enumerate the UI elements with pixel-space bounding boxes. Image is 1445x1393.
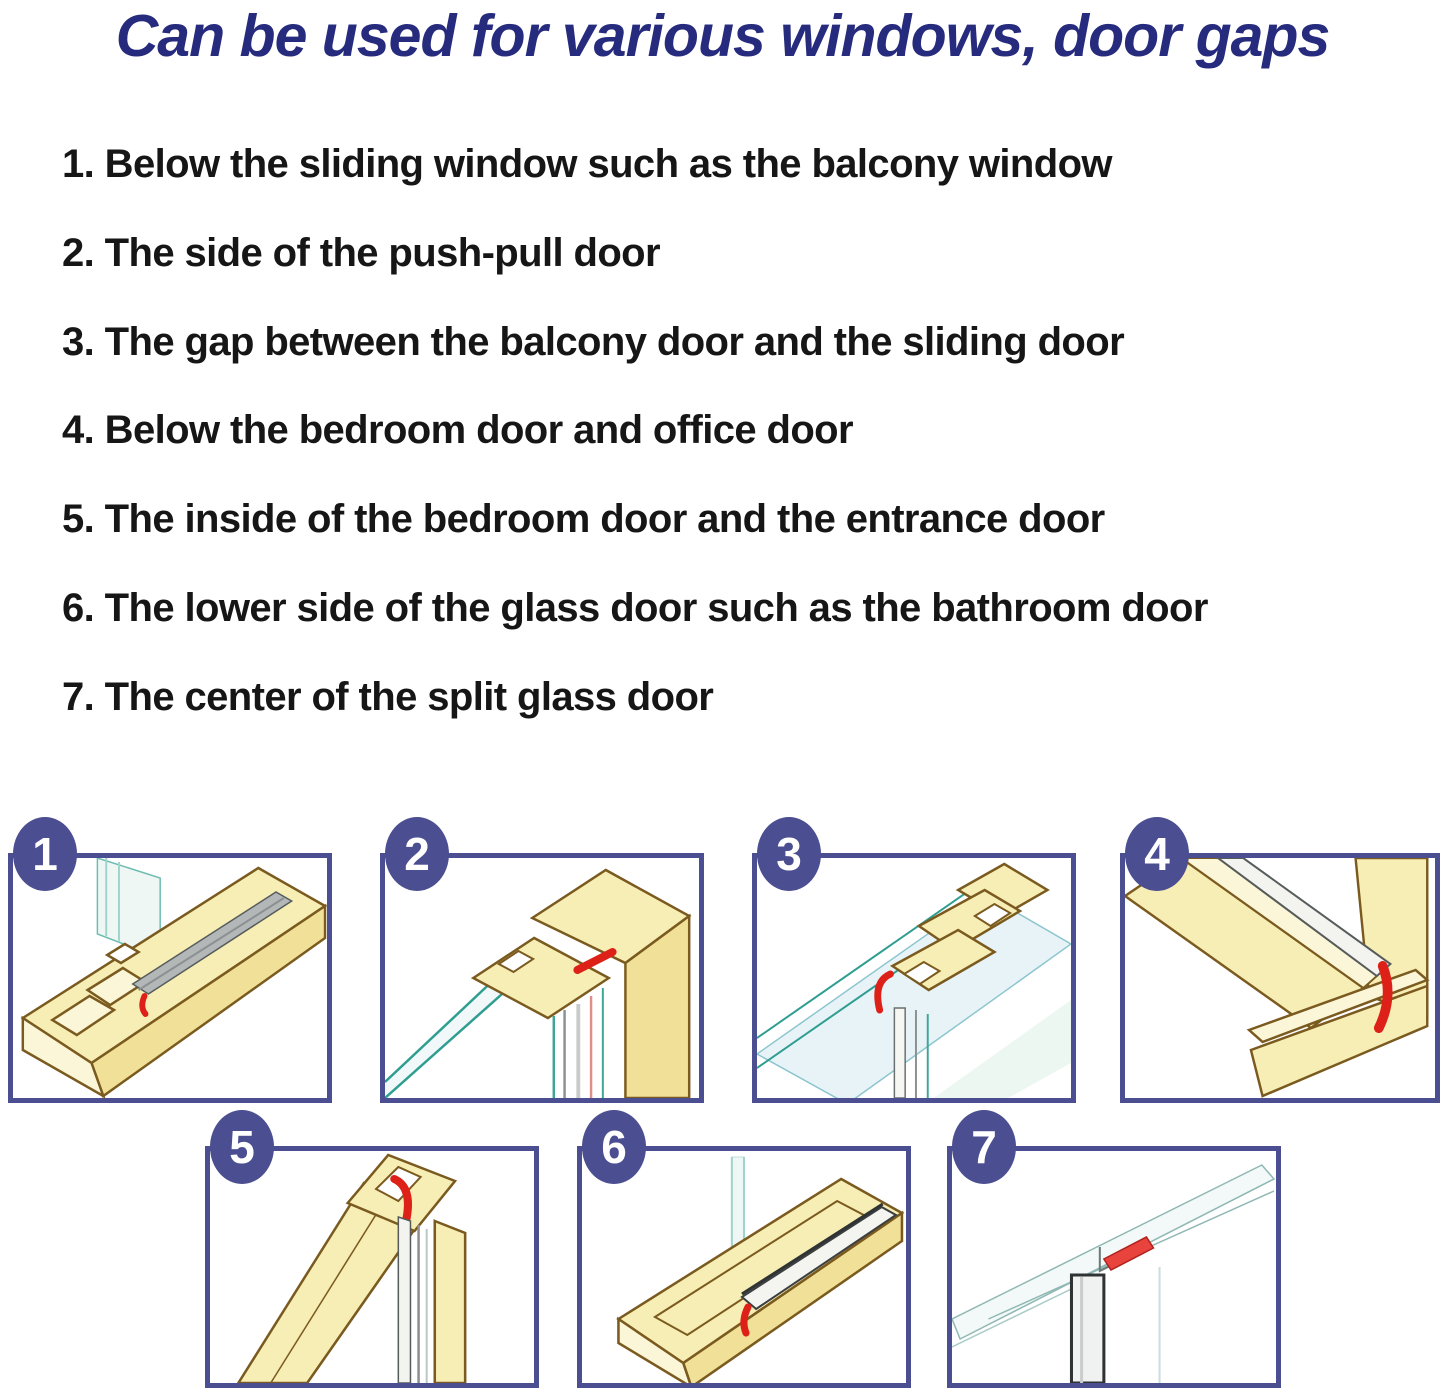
list-item: 3. The gap between the balcony door and the sliding door [62,319,1125,364]
panel-number-badge: 2 [385,817,449,891]
list-item: 4. Below the bedroom door and office door [62,408,853,453]
list-item: 7. The center of the split glass door [62,674,714,719]
panel-glass-door-bottom [577,1121,911,1388]
uses-list [62,142,1415,764]
glass-door-bottom-illustration [582,1151,906,1383]
panel-number-badge: 3 [757,817,821,891]
panel-door-inside [205,1121,539,1388]
panel-push-pull-door [380,828,704,1103]
panel-number-badge: 1 [13,817,77,891]
panel-split-glass-center [947,1121,1281,1388]
panel-number-badge: 7 [952,1110,1016,1184]
panel-sliding-window [8,828,332,1103]
panel-number-badge: 4 [1125,817,1189,891]
list-item: 5. The inside of the bedroom door and the entrance door [62,497,1105,542]
door-bottom-threshold-illustration [1125,858,1435,1098]
list-item: 6. The lower side of the glass door such as the bathroom door [62,585,1208,630]
list-item: 2. The side of the push-pull door [62,230,660,275]
list-item: 1. Below the sliding window such as the balcony window [62,142,1112,186]
panel-balcony-door-gap [752,828,1076,1103]
split-glass-door-center-illustration [952,1151,1276,1383]
panel-number-badge: 6 [582,1110,646,1184]
panel-number-badge: 5 [210,1110,274,1184]
page-title: Can be used for various windows, door gaps [115,3,1330,69]
push-pull-door-side-illustration [385,858,699,1098]
panel-below-door [1120,828,1440,1103]
balcony-sliding-door-gap-illustration [757,858,1071,1098]
door-frame-inside-illustration [210,1151,534,1383]
sliding-window-track-illustration [13,858,327,1098]
